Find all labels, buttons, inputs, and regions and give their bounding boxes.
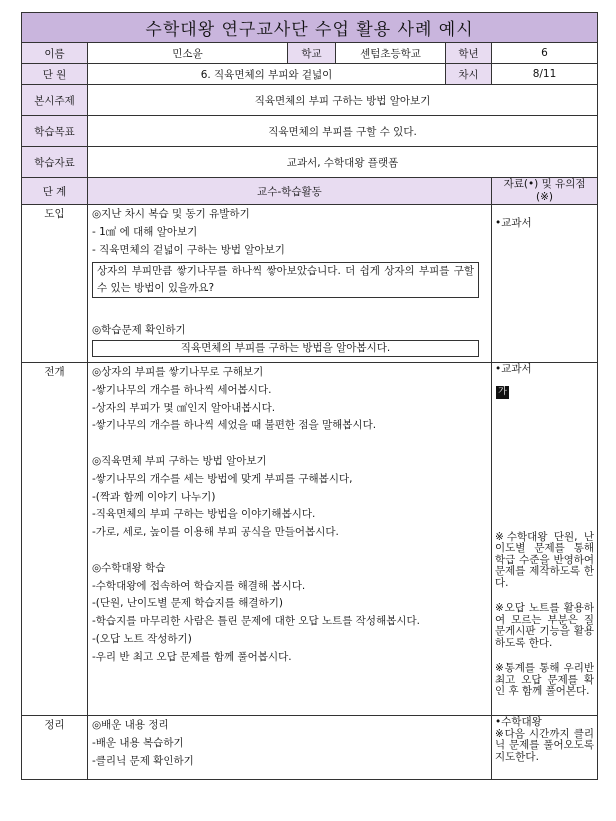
development-activities <box>88 363 492 716</box>
dev-a3: -상자의 부피가 몇 ㎤인지 알아내봅시다. <box>92 401 276 414</box>
dev-c1: ◎수학대왕 학습 <box>92 561 166 574</box>
grade-value: 6 <box>492 43 598 64</box>
session-label: 차시 <box>446 64 492 85</box>
dev-c4: -학습지를 마무리한 사람은 틀린 문제에 대한 오답 노트를 작성해봅시다. <box>92 615 420 628</box>
unit-label: 단 원 <box>22 64 88 85</box>
intro-line-2: - 1㎤ 에 대해 알아보기 <box>92 225 198 238</box>
dev-c3: -(단원, 난이도별 문제 학습지를 해결하기) <box>92 597 283 610</box>
material-label: 학습자료 <box>22 147 88 178</box>
intro-line-3: - 직육면체의 겉넓이 구하는 방법 알아보기 <box>92 243 285 256</box>
intro-activities <box>88 205 492 363</box>
wrapup-stage: 정리 <box>22 716 88 780</box>
dev-b1: ◎직육면체 부피 구하는 방법 알아보기 <box>92 454 267 467</box>
intro-stage: 도입 <box>22 205 88 363</box>
dev-note-3: ※통계를 통해 우리반 최고 오답 문제를 확인 후 함께 풀어본다. <box>495 662 595 697</box>
wrapup-activities <box>88 716 492 780</box>
topic-label: 본시주제 <box>22 85 88 116</box>
name-label: 이름 <box>22 43 88 64</box>
school-value: 센텀초등학교 <box>336 43 446 64</box>
dev-c6: -우리 반 최고 오답 문제를 함께 풀어봅시다. <box>92 650 292 663</box>
learning-problem-box: 직육면체의 부피를 구하는 방법을 알아봅시다. <box>92 340 479 357</box>
dev-c5: -(오답 노트 작성하기) <box>92 632 192 645</box>
wrapup-materials <box>492 716 598 780</box>
dev-b4: -직육면체의 부피 구하는 방법을 이야기해봅시다. <box>92 508 316 521</box>
intro-materials <box>492 205 598 363</box>
dev-c2: -수학대왕에 접속하여 학습지를 해결해 봅시다. <box>92 579 306 592</box>
dev-a1: ◎상자의 부피를 쌓기나무로 구해보기 <box>92 366 264 378</box>
intro-material-textbook: •교과서 <box>495 217 532 229</box>
intro-line-1: ◎지난 차시 복습 및 동기 유발하기 <box>92 208 250 220</box>
lesson-plan-table <box>21 12 598 780</box>
lesson-plan-document <box>21 12 597 780</box>
goal-label: 학습목표 <box>22 116 88 147</box>
dev-a2: -쌓기나무의 개수를 하나씩 세어봅시다. <box>92 383 272 396</box>
wrap-line-3: -클리닉 문제 확인하기 <box>92 754 194 767</box>
dev-note-1: ※수학대왕 단원, 난이도별 문제를 통해 학급 수준을 반영하여 문제를 제작하도록 한다. <box>495 530 595 589</box>
material-value: 교과서, 수학대왕 플랫폼 <box>88 147 598 178</box>
school-label: 학교 <box>288 43 336 64</box>
topic-value: 직육면체의 부피 구하는 방법 알아보기 <box>88 85 598 116</box>
stage-header: 단 계 <box>22 178 88 205</box>
development-stage: 전개 <box>22 363 88 716</box>
unit-value: 6. 직육면체의 부피와 겉넓이 <box>88 64 446 85</box>
intro-line-4: ◎학습문제 확인하기 <box>92 324 186 337</box>
notes-header-line2: (※) <box>536 191 554 203</box>
activity-header: 교수-학습활동 <box>88 178 492 205</box>
dev-b3: -(짝과 함께 이야기 나누기) <box>92 490 216 503</box>
development-materials <box>492 363 598 716</box>
grade-label: 학년 <box>446 43 492 64</box>
dev-b5: -가로, 세로, 높이를 이용해 부피 공식을 만들어봅시다. <box>92 526 339 539</box>
dev-a4: -쌓기나무의 개수를 하나씩 세었을 때 불편한 점을 말해봅시다. <box>92 419 377 432</box>
dev-b2: -쌓기나무의 개수를 세는 방법에 맞게 부피를 구해봅시다, <box>92 472 353 485</box>
wrap-line-2: -배운 내용 복습하기 <box>92 736 184 749</box>
goal-value: 직육면체의 부피를 구할 수 있다. <box>88 116 598 147</box>
name-value: 민소윤 <box>88 43 288 64</box>
dev-note-2: ※오답 노트를 활용하여 모르는 부분은 질문게시판 기능을 활용하도록 한다. <box>495 602 595 649</box>
wrap-material-platform: •수학대왕 <box>495 716 542 728</box>
session-value: 8/11 <box>492 64 598 85</box>
dev-material-textbook: •교과서 <box>495 363 532 375</box>
wrap-note: ※다음 시간까지 클리닉 문제를 풀어오도록 지도한다. <box>495 727 595 763</box>
notes-header <box>492 178 598 205</box>
wrap-line-1: ◎배운 내용 정리 <box>92 719 169 731</box>
ga-marker-icon: 가 <box>496 386 509 399</box>
document-title: 수학대왕 연구교사단 수업 활용 사례 예시 <box>22 13 598 43</box>
notes-header-line1: 자료(•) 및 유의점 <box>503 178 586 190</box>
motivation-question-box: 상자의 부피만큼 쌓기나무를 하나씩 쌓아보았습니다. 더 쉽게 상자의 부피를 구할 수 있는 방법이 있을까요? <box>92 262 479 298</box>
